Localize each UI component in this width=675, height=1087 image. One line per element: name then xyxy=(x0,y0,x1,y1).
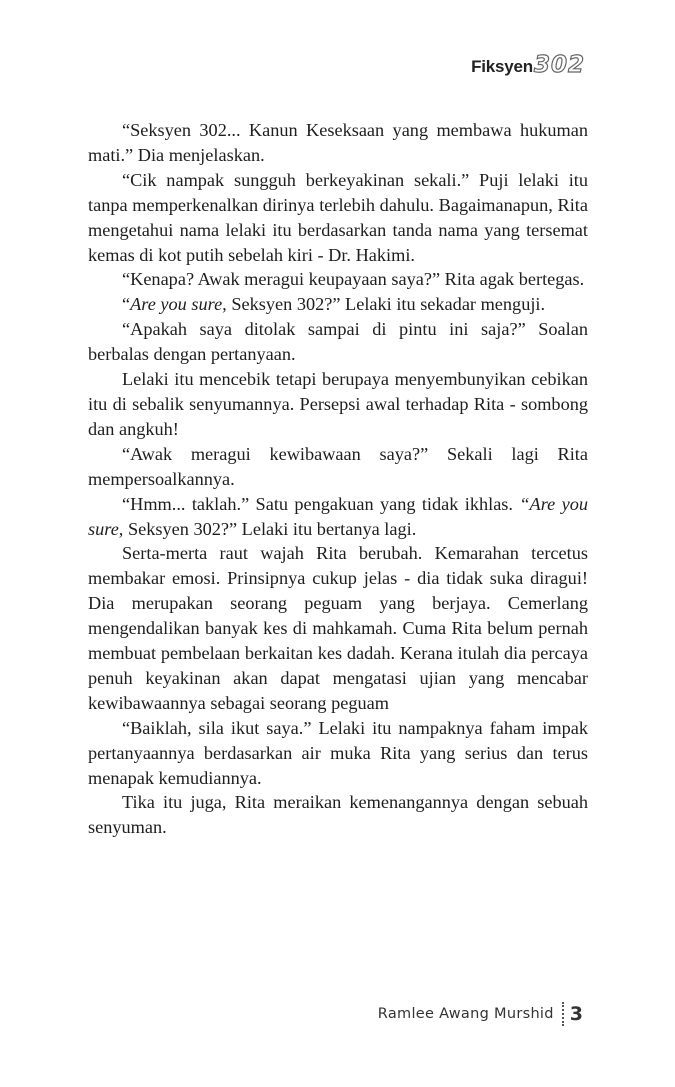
footer-divider xyxy=(562,1002,564,1026)
text-run: “Cik nampak sungguh berkeyakinan sekali.” Puji lelaki itu tanpa memperkenalkan dirinya terlebih dahulu. Bagaimanapun, Rita mengetahui nama lelaki itu berdasarkan tanda nama yang tersemat kemas di kot putih sebelah kiri - Dr. Hakimi. xyxy=(88,169,588,265)
page-footer xyxy=(378,1002,583,1026)
text-run: “Kenapa? Awak meragui keupayaan saya?” Rita agak bertegas. xyxy=(122,269,585,290)
text-run: “Seksyen 302... Kanun Keseksaan yang membawa hukuman mati.” Dia menjelaskan. xyxy=(88,120,588,165)
text-run: “Apakah saya ditolak sampai di pintu ini saja?” Soalan berbalas dengan pertanyaan. xyxy=(88,319,588,365)
body-text xyxy=(88,118,588,840)
paragraph xyxy=(88,292,588,317)
text-run: “Baiklah, sila ikut saya.” Lelaki itu nampaknya faham impak pertanyaannya berdasarkan air muka Rita yang serius dan terus menapak kemudiannya. xyxy=(88,717,588,788)
paragraph xyxy=(88,716,588,791)
text-run: “Awak meragui kewibawaan saya?” Sekali lagi Rita mempersoalkannya. xyxy=(88,443,588,489)
paragraph xyxy=(88,541,588,715)
text-run: Serta-merta raut wajah Rita berubah. Kemarahan tercetus membakar emosi. Prinsipnya cukup jelas - dia tidak suka diragui! Dia merupakan seorang peguam yang berjaya. Cemerlang mengendalikan banyak kes di mahkamah. Cuma Rita belum pernah membuat pembelaan berkaitan kes dadah. Kerana itulah dia percaya penuh keyakinan akan dapat mengatasi ujian yang mencabar kewibawaannya sebagai seorang peguam xyxy=(88,543,588,713)
book-number: 302 xyxy=(533,52,585,78)
text-run: Seksyen 302?” Lelaki itu bertanya lagi. xyxy=(123,518,417,539)
text-run: Seksyen 302?” Lelaki itu sekadar menguji. xyxy=(226,294,546,315)
text-run: “ xyxy=(122,294,131,315)
page-number: 3 xyxy=(569,1003,583,1025)
paragraph xyxy=(88,442,588,492)
paragraph xyxy=(88,790,588,840)
paragraph xyxy=(88,492,588,542)
book-title: Fiksyen xyxy=(471,57,533,76)
text-run: Tika itu juga, Rita meraikan kemenangannya dengan sebuah senyuman. xyxy=(88,792,588,838)
paragraph xyxy=(88,168,588,268)
text-run: Lelaki itu mencebik tetapi berupaya menyembunyikan cebikan itu di sebalik senyumannya. Persepsi awal terhadap Rita - sombong dan angkuh! xyxy=(88,369,588,439)
paragraph xyxy=(88,118,588,168)
paragraph xyxy=(88,267,588,292)
italic-text-run: “Are you sure, xyxy=(88,493,588,539)
paragraph xyxy=(88,367,588,442)
running-header xyxy=(471,52,585,78)
paragraph xyxy=(88,317,588,367)
author-name: Ramlee Awang Murshid xyxy=(377,1006,554,1022)
italic-text-run: Are you sure, xyxy=(130,294,227,315)
text-run: “Hmm... taklah.” Satu pengakuan yang tidak ikhlas. xyxy=(122,493,520,514)
